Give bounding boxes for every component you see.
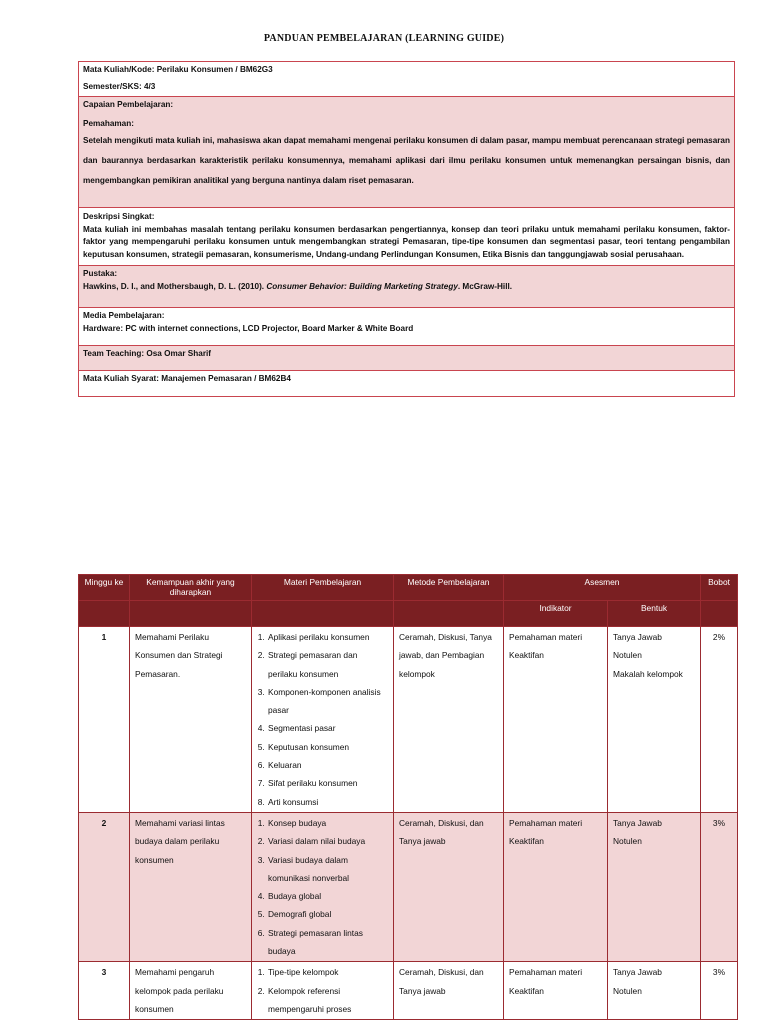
material-cell xyxy=(252,962,394,1020)
table-row xyxy=(79,962,738,1020)
material-item: 2. Strategi pemasaran dan perilaku konsumen xyxy=(267,646,388,683)
material-cell xyxy=(252,812,394,961)
form-line: Makalah kelompok xyxy=(613,668,683,679)
competency-line: Memahami variasi lintas xyxy=(135,817,225,828)
learning-outcomes-section xyxy=(79,97,734,208)
course-header-section xyxy=(79,62,734,97)
understanding-label: Pemahaman: xyxy=(83,118,134,128)
material-item: 6. Strategi pemasaran lintas budaya xyxy=(267,924,388,961)
weight-cell: 3% xyxy=(701,812,738,961)
material-item: 3. Variasi budaya dalam komunikasi nonverbal xyxy=(267,851,388,888)
method-line: Ceramah, Diskusi, dan xyxy=(399,967,484,978)
references-section xyxy=(79,266,734,308)
prerequisite-section xyxy=(79,371,734,397)
material-item: 1. Konsep budaya xyxy=(267,814,388,832)
competency-cell xyxy=(130,962,252,1020)
competency-line: konsumen xyxy=(135,1003,174,1014)
form-cell xyxy=(608,962,701,1020)
indicator-line: Keaktifan xyxy=(509,836,544,847)
header-method: Metode Pembelajaran xyxy=(394,575,504,601)
material-item: 5. Keputusan konsumen xyxy=(267,738,388,756)
indicator-cell xyxy=(504,627,608,813)
indicator-line: Pemahaman materi xyxy=(509,817,583,828)
document-title: PANDUAN PEMBELAJARAN (LEARNING GUIDE) xyxy=(263,33,505,44)
reference-publisher: . McGraw-Hill. xyxy=(457,281,513,291)
competency-line: budaya dalam perilaku xyxy=(135,836,220,847)
table-body xyxy=(79,627,738,1020)
competency-cell xyxy=(130,627,252,813)
short-description-text: Mata kuliah ini membahas masalah tentang perilaku konsumen berdasarkan pengertiannya, konsep dan teori prilaku untuk memahami perilaku konsumen, faktor-faktor yang mempengaruhi perilaku konsumen untuk mengembangkan strategi Pemasaran, tipe-tipe konsumen dan segmentasi pasar, teori tentang pengambilan keputusan konsumen, strategii pemasaran, konsumerisme, Undang-undang Perlindungan Konsumen, Etika Bisnis dan tanggungjawab sosial perusahaan. xyxy=(83,224,730,259)
learning-outcomes-label: Capaian Pembelajaran: xyxy=(83,100,174,109)
material-item: 2. Kelompok referensi mempengaruhi proses xyxy=(267,982,388,1019)
method-line: kelompok xyxy=(399,668,435,679)
team-teaching-section xyxy=(79,346,734,371)
material-item: 1. Aplikasi perilaku konsumen xyxy=(267,628,388,646)
material-list xyxy=(257,628,388,811)
material-list xyxy=(257,814,388,960)
weekly-plan-table xyxy=(78,574,738,1020)
prerequisite-course: Mata Kuliah Syarat: Manajemen Pemasaran / BM62B4 xyxy=(83,373,291,383)
table-row xyxy=(79,627,738,813)
form-line: Notulen xyxy=(613,836,642,847)
reference-authors: Hawkins, D. I., and Mothersbaugh, D. L. (2010). xyxy=(83,281,267,291)
competency-line: Memahami pengaruh xyxy=(135,967,215,978)
week-number: 1 xyxy=(79,627,130,813)
header-weight: Bobot xyxy=(701,575,738,601)
learning-outcomes-text: Setelah mengikuti mata kuliah ini, mahasiswa akan dapat memahami mengenai perilaku konsumen di dalam pasar, mampu membuat perencanaan strategi pemasaran dan baurannya berdasarkan karakteristik perilaku konsumennya, memahami aplikasi dari ilmu perilaku konsumen untuk memenangkan persaingan bisnis, dan mengembangkan pemikiran analitikal yang berguna nantinya dalam riset pemasaran. xyxy=(83,136,730,185)
form-line: Tanya Jawab xyxy=(613,817,662,828)
references-label: Pustaka: xyxy=(83,269,118,279)
header-material: Materi Pembelajaran xyxy=(252,575,394,601)
method-line: Tanya jawab xyxy=(399,836,446,847)
competency-cell xyxy=(130,812,252,961)
material-item: 2. Variasi dalam nilai budaya xyxy=(267,832,388,850)
material-item: 1. Tipe-tipe kelompok xyxy=(267,963,388,981)
method-line: Ceramah, Diskusi, dan xyxy=(399,817,484,828)
media-section xyxy=(79,308,734,346)
material-item: 6. Keluaran xyxy=(267,756,388,774)
form-cell xyxy=(608,812,701,961)
table-header-row xyxy=(79,575,738,601)
method-cell xyxy=(394,627,504,813)
material-item: 3. Komponen-komponen analisis pasar xyxy=(267,683,388,720)
indicator-cell xyxy=(504,812,608,961)
week-number: 2 xyxy=(79,812,130,961)
indicator-cell xyxy=(504,962,608,1020)
weight-cell: 3% xyxy=(701,962,738,1020)
form-cell xyxy=(608,627,701,813)
header-week: Minggu ke xyxy=(79,575,130,601)
weight-cell: 2% xyxy=(701,627,738,813)
week-number: 3 xyxy=(79,962,130,1020)
form-line: Notulen xyxy=(613,985,642,996)
competency-line: Pemasaran. xyxy=(135,668,181,679)
indicator-line: Pemahaman materi xyxy=(509,632,583,642)
competency-line: konsumen xyxy=(135,854,174,865)
indicator-line: Pemahaman materi xyxy=(509,967,583,978)
method-cell xyxy=(394,962,504,1020)
table-row xyxy=(79,812,738,961)
method-line: Ceramah, Diskusi, Tanya xyxy=(399,632,492,642)
form-line: Notulen xyxy=(613,650,642,661)
team-teaching: Team Teaching: Osa Omar Sharif xyxy=(83,349,212,359)
header-competency: Kemampuan akhir yang diharapkan xyxy=(130,575,252,601)
short-description-label: Deskripsi Singkat: xyxy=(83,212,155,221)
header-indicator: Indikator xyxy=(504,601,608,627)
form-line: Tanya Jawab xyxy=(613,967,662,978)
header-form: Bentuk xyxy=(608,601,701,627)
competency-line: Memahami Perilaku xyxy=(135,632,210,642)
material-cell xyxy=(252,627,394,813)
media-text: Hardware: PC with internet connections, LCD Projector, Board Marker & White Board xyxy=(83,323,414,333)
material-item: 4. Segmentasi pasar xyxy=(267,719,388,737)
material-item: 4. Budaya global xyxy=(267,887,388,905)
form-line: Tanya Jawab xyxy=(613,632,662,642)
short-description-section xyxy=(79,208,734,266)
media-label: Media Pembelajaran: xyxy=(83,311,165,321)
table-subheader-row xyxy=(79,601,738,627)
reference-book-title: Consumer Behavior: Building Marketing Strategy xyxy=(266,281,458,291)
material-item: 5. Demografi global xyxy=(267,905,388,923)
header-assessment: Asesmen xyxy=(504,575,701,601)
reference-entry xyxy=(83,281,730,294)
semester-credits: Semester/SKS: 4/3 xyxy=(83,81,156,91)
material-item: 8. Arti konsumsi xyxy=(267,793,388,811)
indicator-line: Keaktifan xyxy=(509,650,544,661)
course-code: Mata Kuliah/Kode: Perilaku Konsumen / BM62G3 xyxy=(83,65,273,74)
competency-line: Konsumen dan Strategi xyxy=(135,650,223,661)
method-cell xyxy=(394,812,504,961)
course-info-box xyxy=(78,61,735,397)
indicator-line: Keaktifan xyxy=(509,985,544,996)
method-line: Tanya jawab xyxy=(399,985,446,996)
material-item: 7. Sifat perilaku konsumen xyxy=(267,774,388,792)
competency-line: kelompok pada perilaku xyxy=(135,985,224,996)
method-line: jawab, dan Pembagian xyxy=(399,650,485,661)
material-list xyxy=(257,963,388,1018)
